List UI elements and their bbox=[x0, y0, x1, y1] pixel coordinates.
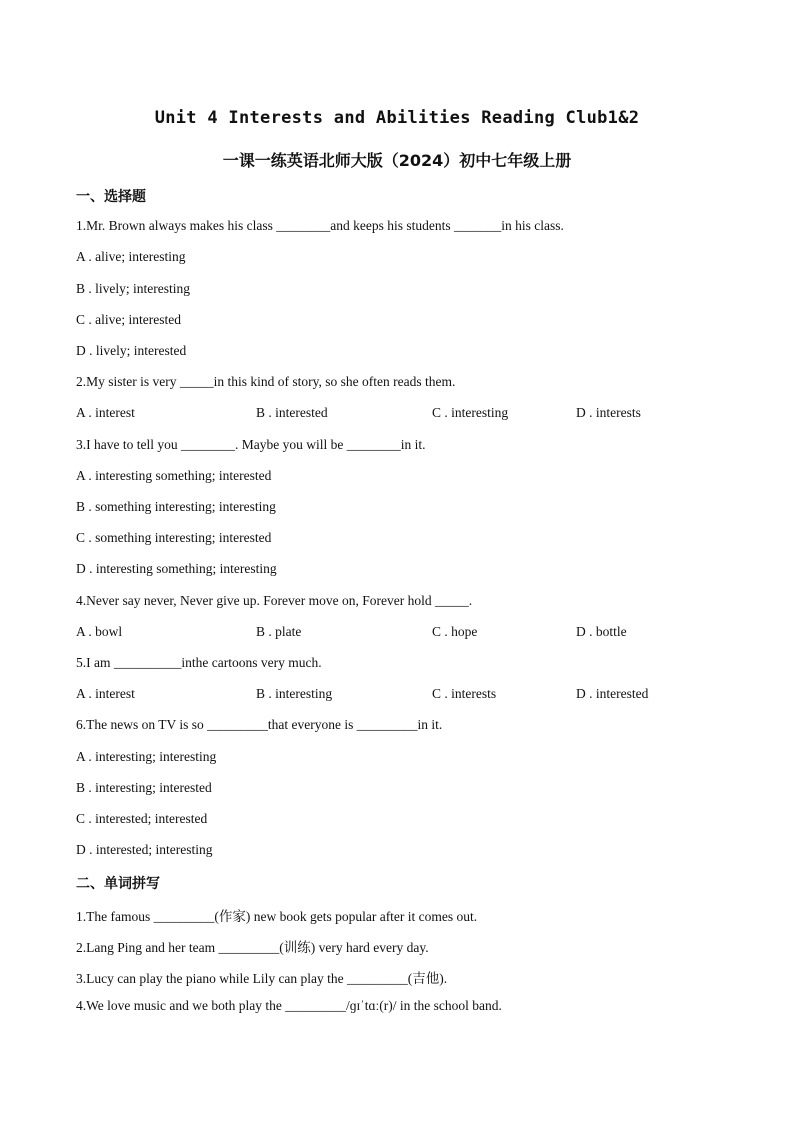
question-4-stem: 4.Never say never, Never give up. Forever move on, Forever hold _____. bbox=[76, 593, 473, 608]
question-3-option-a: A . interesting something; interested bbox=[76, 468, 272, 483]
question-2-option-d: D . interests bbox=[576, 405, 641, 420]
spelling-question-1: 1.The famous _________(作家) new book gets popular after it comes out. bbox=[76, 909, 478, 924]
question-5-option-a: A . interest bbox=[76, 686, 135, 701]
spelling-question-4: 4.We love music and we both play the _________/ɡɪˈtɑː(r)/ in the school band. bbox=[76, 998, 502, 1013]
question-6-option-a: A . interesting; interesting bbox=[76, 749, 217, 764]
question-4-option-a: A . bowl bbox=[76, 624, 123, 639]
question-6-option-d: D . interested; interesting bbox=[76, 842, 213, 857]
question-5-option-c: C . interests bbox=[432, 686, 497, 701]
section-heading-multiple-choice: 一、选择题 bbox=[76, 189, 146, 205]
question-3-stem: 3.I have to tell you ________. Maybe you will be ________in it. bbox=[76, 437, 426, 452]
question-1-option-b: B . lively; interesting bbox=[76, 281, 190, 296]
question-6-option-c: C . interested; interested bbox=[76, 811, 208, 826]
question-5-option-d: D . interested bbox=[576, 686, 649, 701]
question-2-option-b: B . interested bbox=[256, 405, 328, 420]
question-2-option-a: A . interest bbox=[76, 405, 135, 420]
question-1-option-a: A . alive; interesting bbox=[76, 249, 186, 264]
question-3-option-b: B . something interesting; interesting bbox=[76, 499, 276, 514]
question-6-stem: 6.The news on TV is so _________that everyone is _________in it. bbox=[76, 717, 443, 732]
document-subtitle: 一课一练英语北师大版（2024）初中七年级上册 bbox=[222, 151, 572, 170]
question-1-stem: 1.Mr. Brown always makes his class ________and keeps his students _______in his class. bbox=[76, 218, 564, 233]
question-2-stem: 2.My sister is very _____in this kind of story, so she often reads them. bbox=[76, 374, 456, 389]
question-1-option-c: C . alive; interested bbox=[76, 312, 181, 327]
question-6-option-b: B . interesting; interested bbox=[76, 780, 212, 795]
question-1-option-d: D . lively; interested bbox=[76, 343, 187, 358]
question-4-option-c: C . hope bbox=[432, 624, 478, 639]
section-heading-word-spelling: 二、单词拼写 bbox=[76, 876, 160, 892]
question-5-option-b: B . interesting bbox=[256, 686, 333, 701]
spelling-question-3: 3.Lucy can play the piano while Lily can play the _________(吉他). bbox=[76, 971, 448, 986]
document-title: Unit 4 Interests and Abilities Reading Club1&2 bbox=[154, 108, 640, 128]
question-5-stem: 5.I am __________inthe cartoons very much. bbox=[76, 655, 322, 670]
question-4-option-b: B . plate bbox=[256, 624, 302, 639]
question-4-option-d: D . bottle bbox=[576, 624, 627, 639]
spelling-question-2: 2.Lang Ping and her team _________(训练) very hard every day. bbox=[76, 940, 429, 955]
question-3-option-c: C . something interesting; interested bbox=[76, 530, 272, 545]
question-3-option-d: D . interesting something; interesting bbox=[76, 561, 277, 576]
question-2-option-c: C . interesting bbox=[432, 405, 509, 420]
